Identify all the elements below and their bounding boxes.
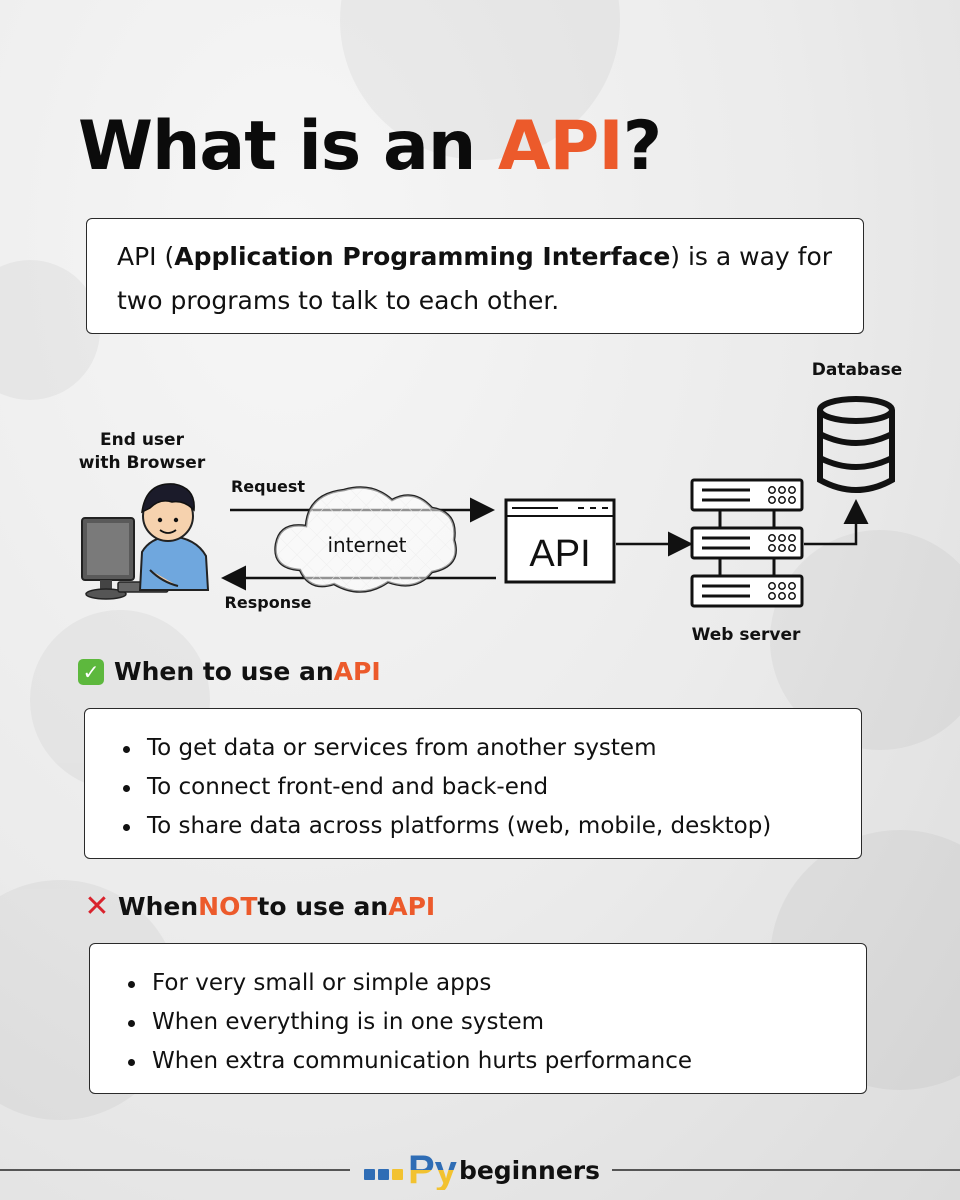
- internet-label: internet: [327, 533, 407, 557]
- logo-py: Py: [408, 1148, 457, 1192]
- response-label: Response: [224, 593, 312, 612]
- logo-text: beginners: [458, 1155, 601, 1185]
- when-not-to-use-box: [89, 943, 867, 1094]
- list-item: To get data or services from another system: [119, 729, 861, 768]
- server-to-database-arrow: [804, 504, 856, 544]
- definition-box: [86, 218, 864, 334]
- definition-text: API (Application Programming Interface) is a way for two programs to talk to each other.: [117, 242, 833, 315]
- end-user-label-line2: with Browser: [78, 453, 206, 473]
- pybeginners-logo: [364, 1150, 600, 1190]
- logo-squares-icon: [364, 1160, 406, 1180]
- web-server-label: Web server: [691, 625, 801, 645]
- database-label: Database: [811, 360, 903, 380]
- when-not-to-use-list: [124, 964, 866, 1081]
- database-icon: [820, 399, 892, 490]
- api-label: API: [529, 533, 591, 575]
- cross-icon: ✕: [84, 889, 110, 924]
- footer-divider-right: [612, 1169, 960, 1171]
- when-to-use-heading: ✓ When to use an API: [78, 656, 381, 688]
- list-item: To share data across platforms (web, mobile, desktop): [119, 807, 861, 846]
- when-to-use-box: [84, 708, 862, 859]
- page-title: What is an API?: [78, 107, 662, 186]
- request-label: Request: [230, 477, 306, 496]
- checkmark-icon: ✓: [78, 659, 104, 685]
- when-to-use-list: [119, 729, 861, 846]
- when-not-to-use-heading: ✕ When NOT to use an API: [84, 889, 436, 924]
- list-item: To connect front-end and back-end: [119, 768, 861, 807]
- footer-divider-left: [0, 1169, 350, 1171]
- api-diagram: [0, 340, 960, 660]
- list-item: When everything is in one system: [124, 1003, 866, 1042]
- title-highlight: API: [497, 107, 623, 186]
- footer: [0, 1150, 960, 1190]
- list-item: For very small or simple apps: [124, 964, 866, 1003]
- server-rack-icon: [692, 480, 802, 606]
- end-user-label: End user: [100, 430, 184, 450]
- list-item: When extra communication hurts performance: [124, 1042, 866, 1081]
- user-at-computer-icon: [82, 484, 208, 599]
